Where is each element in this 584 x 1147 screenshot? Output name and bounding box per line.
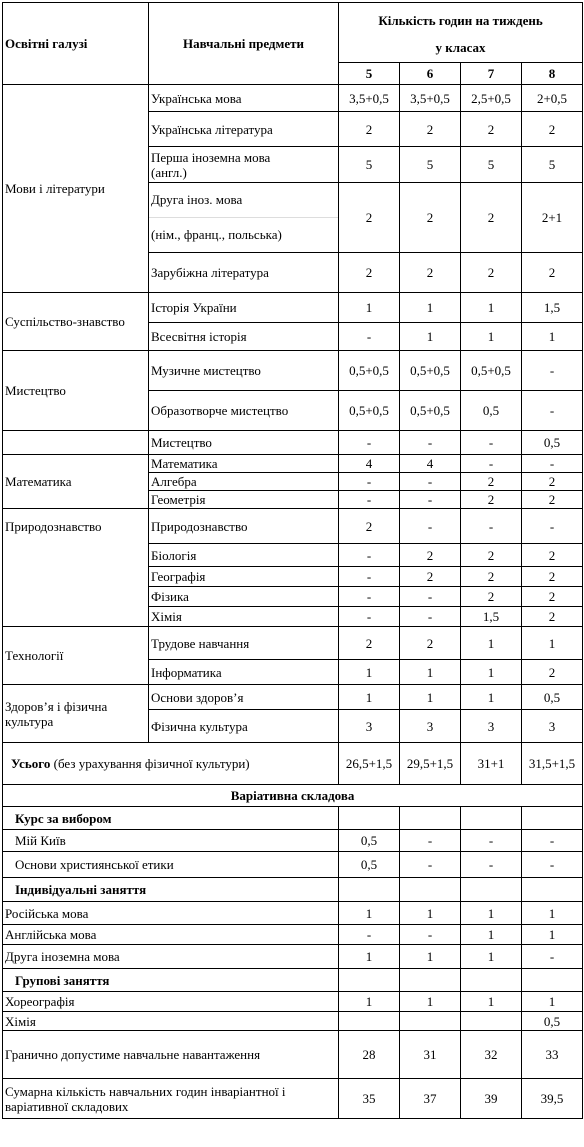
hours-cell: -: [339, 431, 400, 455]
total-cell: 26,5+1,5: [339, 743, 400, 785]
subject-name: Алгебра: [149, 473, 339, 491]
empty-cell: [461, 807, 522, 830]
course-title: Курс за вибором: [3, 807, 339, 830]
hours-cell: 2: [522, 491, 583, 509]
subject-name: Географія: [149, 567, 339, 587]
subject-name: Мистецтво: [149, 431, 339, 455]
area-math: Математика: [3, 455, 149, 509]
subject-name: Англійська мова: [3, 925, 339, 945]
area-health-line2: культура: [5, 713, 54, 729]
hours-cell: 2: [461, 491, 522, 509]
hours-cell: 1: [522, 902, 583, 925]
hours-cell: 1: [522, 992, 583, 1012]
hours-cell: 1: [400, 293, 461, 323]
hours-cell: -: [400, 431, 461, 455]
area-empty: [3, 431, 149, 455]
hours-cell: 1: [400, 945, 461, 969]
hours-cell: -: [400, 491, 461, 509]
hours-cell: 1: [461, 323, 522, 351]
hours-cell: -: [339, 323, 400, 351]
hours-cell: 2: [400, 544, 461, 567]
hours-cell: 1: [461, 685, 522, 710]
grade-5: 5: [339, 63, 400, 85]
area-languages: Мови і літератури: [3, 85, 149, 293]
hours-cell: 1: [339, 945, 400, 969]
subject-name: Фізична культура: [149, 710, 339, 743]
hours-cell: -: [400, 607, 461, 627]
hours-cell: -: [461, 455, 522, 473]
subject-name-line2: (нім., франц., польська): [151, 227, 282, 242]
subject-name: Українська мова: [149, 85, 339, 112]
subject-name: Музичне мистецтво: [149, 351, 339, 391]
grade-7: 7: [461, 63, 522, 85]
subject-name: Історія України: [149, 293, 339, 323]
hours-cell: 2: [339, 627, 400, 660]
hours-cell: 2: [400, 183, 461, 253]
hours-cell: -: [522, 509, 583, 544]
subject-name-line2: варіативної складових: [5, 1098, 129, 1114]
hours-cell: 1: [522, 925, 583, 945]
hours-cell: 2: [339, 509, 400, 544]
total-cell: 31+1: [461, 743, 522, 785]
hours-cell: 2: [522, 660, 583, 685]
total-label: [3, 743, 339, 785]
group-title: Групові заняття: [3, 969, 339, 992]
hours-cell: -: [461, 852, 522, 878]
empty-cell: [400, 969, 461, 992]
subject-name: Гранично допустиме навчальне навантаження: [3, 1031, 339, 1079]
hours-cell: 0,5: [461, 391, 522, 431]
header-area: Освітні галузі: [3, 3, 149, 85]
hours-cell: 39: [461, 1079, 522, 1119]
subject-name: Геометрія: [149, 491, 339, 509]
hours-cell: 2: [461, 473, 522, 491]
hours-cell: 1: [339, 293, 400, 323]
hours-cell: 2: [522, 112, 583, 147]
subject-name: [149, 183, 339, 253]
hours-cell: 0,5: [339, 830, 400, 852]
hours-cell: 1: [461, 660, 522, 685]
hours-cell: [339, 1012, 400, 1031]
subject-name: Основи здоров’я: [149, 685, 339, 710]
subject-name: Інформатика: [149, 660, 339, 685]
hours-cell: 2: [461, 112, 522, 147]
subject-name-line1: Сумарна кількість навчальних годин інваріантної і: [5, 1083, 286, 1099]
subject-name: Фізика: [149, 587, 339, 607]
hours-cell: 5: [522, 147, 583, 183]
hours-cell: 0,5+0,5: [461, 351, 522, 391]
hours-cell: 2,5+0,5: [461, 85, 522, 112]
subject-name: Хореографія: [3, 992, 339, 1012]
total-label-rest: (без урахування фізичної культури): [50, 756, 250, 771]
hours-cell: 1,5: [461, 607, 522, 627]
curriculum-table: [2, 2, 583, 1119]
area-art: Мистецтво: [3, 351, 149, 431]
total-label-bold: Усього: [11, 756, 51, 771]
hours-cell: -: [339, 473, 400, 491]
hours-cell: -: [339, 587, 400, 607]
area-health-line1: Здоров’я і фізична: [5, 698, 108, 714]
subject-name: Трудове навчання: [149, 627, 339, 660]
hours-cell: -: [461, 431, 522, 455]
hours-cell: 1: [522, 323, 583, 351]
hours-cell: -: [400, 509, 461, 544]
hours-cell: 0,5+0,5: [400, 391, 461, 431]
hours-cell: -: [400, 830, 461, 852]
hours-cell: -: [522, 852, 583, 878]
hours-cell: 32: [461, 1031, 522, 1079]
empty-cell: [522, 878, 583, 902]
area-nature: Природознавство: [3, 509, 149, 627]
variative-title: Варіативна складова: [3, 785, 583, 807]
hours-cell: [461, 1012, 522, 1031]
hours-cell: 3: [461, 710, 522, 743]
area-social: Суспільство-знавство: [3, 293, 149, 351]
hours-cell: -: [522, 391, 583, 431]
hours-cell: -: [339, 567, 400, 587]
area-health: [3, 685, 149, 743]
hours-cell: 1: [400, 323, 461, 351]
hours-cell: 0,5: [522, 685, 583, 710]
hours-cell: 1: [339, 902, 400, 925]
hours-cell: 2: [461, 253, 522, 293]
subject-name: Математика: [149, 455, 339, 473]
hours-cell: 1: [461, 293, 522, 323]
subject-name: Російська мова: [3, 902, 339, 925]
hours-cell: -: [400, 587, 461, 607]
subject-name-line1: Друга іноз. мова: [149, 183, 338, 218]
hours-cell: -: [461, 830, 522, 852]
grade-6: 6: [400, 63, 461, 85]
hours-cell: 2: [461, 544, 522, 567]
hours-cell: 2: [522, 567, 583, 587]
hours-cell: 0,5: [522, 431, 583, 455]
subject-name: Хімія: [149, 607, 339, 627]
subject-name: Біологія: [149, 544, 339, 567]
subject-name-line1: Перша іноземна мова: [151, 149, 271, 165]
hours-cell: 2: [400, 627, 461, 660]
hours-cell: 2: [339, 112, 400, 147]
hours-cell: 2: [522, 253, 583, 293]
hours-cell: 1: [461, 902, 522, 925]
subject-name: Образотворче мистецтво: [149, 391, 339, 431]
hours-cell: 2: [461, 587, 522, 607]
hours-cell: 1: [461, 945, 522, 969]
hours-cell: 5: [461, 147, 522, 183]
header-hours-line2: у класах: [435, 40, 486, 55]
subject-name: Основи християнської етики: [3, 852, 339, 878]
hours-cell: 0,5: [522, 1012, 583, 1031]
hours-cell: 2: [461, 183, 522, 253]
subject-name: Всесвітня історія: [149, 323, 339, 351]
individual-title: Індивідуальні заняття: [3, 878, 339, 902]
hours-cell: 31: [400, 1031, 461, 1079]
hours-cell: 1: [461, 992, 522, 1012]
subject-name: Природознавство: [149, 509, 339, 544]
hours-cell: -: [339, 607, 400, 627]
hours-cell: -: [339, 544, 400, 567]
subject-name: Мій Київ: [3, 830, 339, 852]
hours-cell: -: [522, 945, 583, 969]
hours-cell: -: [400, 925, 461, 945]
hours-cell: 0,5+0,5: [339, 391, 400, 431]
hours-cell: 3,5+0,5: [339, 85, 400, 112]
hours-cell: 1: [400, 685, 461, 710]
hours-cell: -: [522, 455, 583, 473]
empty-cell: [339, 878, 400, 902]
subject-name: [3, 1079, 339, 1119]
total-cell: 31,5+1,5: [522, 743, 583, 785]
subject-name: Хімія: [3, 1012, 339, 1031]
hours-cell: 33: [522, 1031, 583, 1079]
hours-cell: 2: [400, 253, 461, 293]
hours-cell: -: [400, 473, 461, 491]
header-hours: [339, 3, 583, 63]
subject-name: Друга іноземна мова: [3, 945, 339, 969]
total-cell: 29,5+1,5: [400, 743, 461, 785]
hours-cell: 2: [522, 473, 583, 491]
empty-cell: [461, 878, 522, 902]
subject-name: Зарубіжна література: [149, 253, 339, 293]
empty-cell: [339, 969, 400, 992]
hours-cell: 2: [522, 544, 583, 567]
hours-cell: 35: [339, 1079, 400, 1119]
hours-cell: 3: [400, 710, 461, 743]
hours-cell: 2+1: [522, 183, 583, 253]
hours-cell: 28: [339, 1031, 400, 1079]
hours-cell: -: [339, 925, 400, 945]
hours-cell: [400, 1012, 461, 1031]
hours-cell: 2+0,5: [522, 85, 583, 112]
hours-cell: 0,5+0,5: [400, 351, 461, 391]
hours-cell: 1: [339, 685, 400, 710]
hours-cell: 1: [400, 902, 461, 925]
empty-cell: [522, 807, 583, 830]
empty-cell: [522, 969, 583, 992]
hours-cell: 2: [339, 253, 400, 293]
hours-cell: 2: [522, 587, 583, 607]
hours-cell: 2: [461, 567, 522, 587]
hours-cell: -: [522, 830, 583, 852]
hours-cell: 1: [461, 627, 522, 660]
hours-cell: 1: [339, 660, 400, 685]
hours-cell: 2: [400, 567, 461, 587]
hours-cell: 0,5+0,5: [339, 351, 400, 391]
hours-cell: 0,5: [339, 852, 400, 878]
hours-cell: 5: [400, 147, 461, 183]
hours-cell: 4: [400, 455, 461, 473]
area-tech: Технології: [3, 627, 149, 685]
hours-cell: 5: [339, 147, 400, 183]
subject-name-line2: (англ.): [151, 164, 187, 180]
hours-cell: 1: [339, 992, 400, 1012]
hours-cell: 2: [339, 183, 400, 253]
hours-cell: -: [522, 351, 583, 391]
hours-cell: -: [339, 491, 400, 509]
subject-name: Українська література: [149, 112, 339, 147]
hours-cell: -: [461, 509, 522, 544]
hours-cell: 3: [339, 710, 400, 743]
hours-cell: 1: [400, 660, 461, 685]
empty-cell: [400, 807, 461, 830]
empty-cell: [461, 969, 522, 992]
hours-cell: 3: [522, 710, 583, 743]
hours-cell: -: [400, 852, 461, 878]
empty-cell: [400, 878, 461, 902]
hours-cell: 39,5: [522, 1079, 583, 1119]
hours-cell: 1,5: [522, 293, 583, 323]
grade-8: 8: [522, 63, 583, 85]
header-subject: Навчальні предмети: [149, 3, 339, 85]
hours-cell: 2: [522, 607, 583, 627]
subject-name: [149, 147, 339, 183]
header-hours-line1: Кількість годин на тиждень: [378, 13, 543, 28]
hours-cell: 1: [522, 627, 583, 660]
hours-cell: 3,5+0,5: [400, 85, 461, 112]
hours-cell: 1: [461, 925, 522, 945]
hours-cell: 1: [400, 992, 461, 1012]
hours-cell: 37: [400, 1079, 461, 1119]
hours-cell: 4: [339, 455, 400, 473]
empty-cell: [339, 807, 400, 830]
hours-cell: 2: [400, 112, 461, 147]
